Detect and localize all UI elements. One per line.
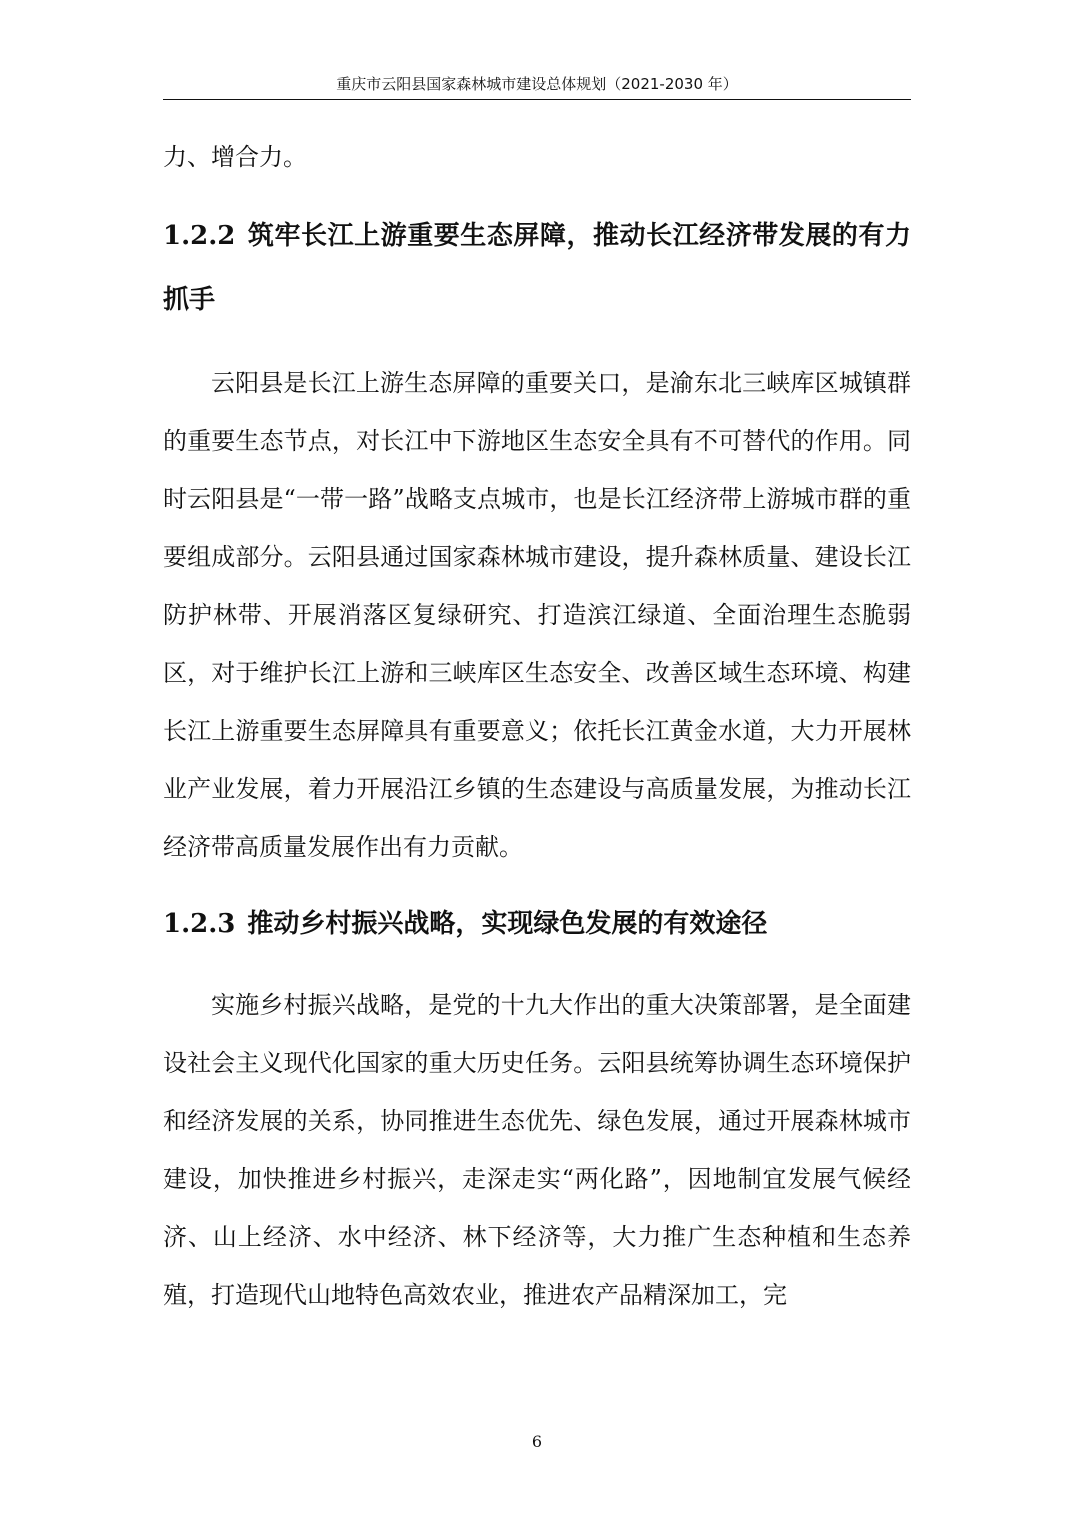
page-number: 6 bbox=[531, 1432, 543, 1451]
running-header: 重庆市云阳县国家森林城市建设总体规划（2021-2030 年） bbox=[336, 75, 738, 93]
header-divider bbox=[163, 99, 911, 100]
section-paragraph: 云阳县是长江上游生态屏障的重要关口，是渝东北三峡库区城镇群的重要生态节点，对长江中下游地区生态安全具有不可替代的作用。同时云阳县是“一带一路”战略支点城市，也是长江经济带上游城市群的重要组成部分。云阳县通过国家森林城市建设，提升森林质量、建设长江防护林带、开展消落区复绿研究、打造滨江绿道、全面治理生态脆弱区，对于维护长江上游和三峡库区生态安全、改善区域生态环境、构建长江上游重要生态屏障具有重要意义；依托长江黄金水道，大力开展林业产业发展，着力开展沿江乡镇的生态建设与高质量发展，为推动长江经济带高质量发展作出有力贡献。 bbox=[163, 369, 911, 861]
section-number: 1.2.2 bbox=[163, 221, 236, 251]
section-paragraph: 实施乡村振兴战略，是党的十九大作出的重大决策部署，是全面建设社会主义现代化国家的重大历史任务。云阳县统筹协调生态环境保护和经济发展的关系，协同推进生态优先、绿色发展，通过开展森林城市建设，加快推进乡村振兴，走深走实“两化路”，因地制宜发展气候经济、山上经济、水中经济、林下经济等，大力推广生态种植和生态养殖，打造现代山地特色高效农业，推进农产品精深加工，完 bbox=[163, 991, 911, 1309]
section-number: 1.2.3 bbox=[163, 909, 236, 939]
section-title: 筑牢长江上游重要生态屏障，推动长江经济带发展的有力抓手 bbox=[163, 221, 911, 315]
section-title: 推动乡村振兴战略，实现绿色发展的有效途径 bbox=[247, 909, 768, 939]
continuation-text: 力、增合力。 bbox=[163, 143, 307, 171]
section-heading-1-2-2 bbox=[163, 204, 911, 332]
page-body bbox=[163, 128, 911, 1324]
section-heading-1-2-3 bbox=[163, 892, 911, 956]
